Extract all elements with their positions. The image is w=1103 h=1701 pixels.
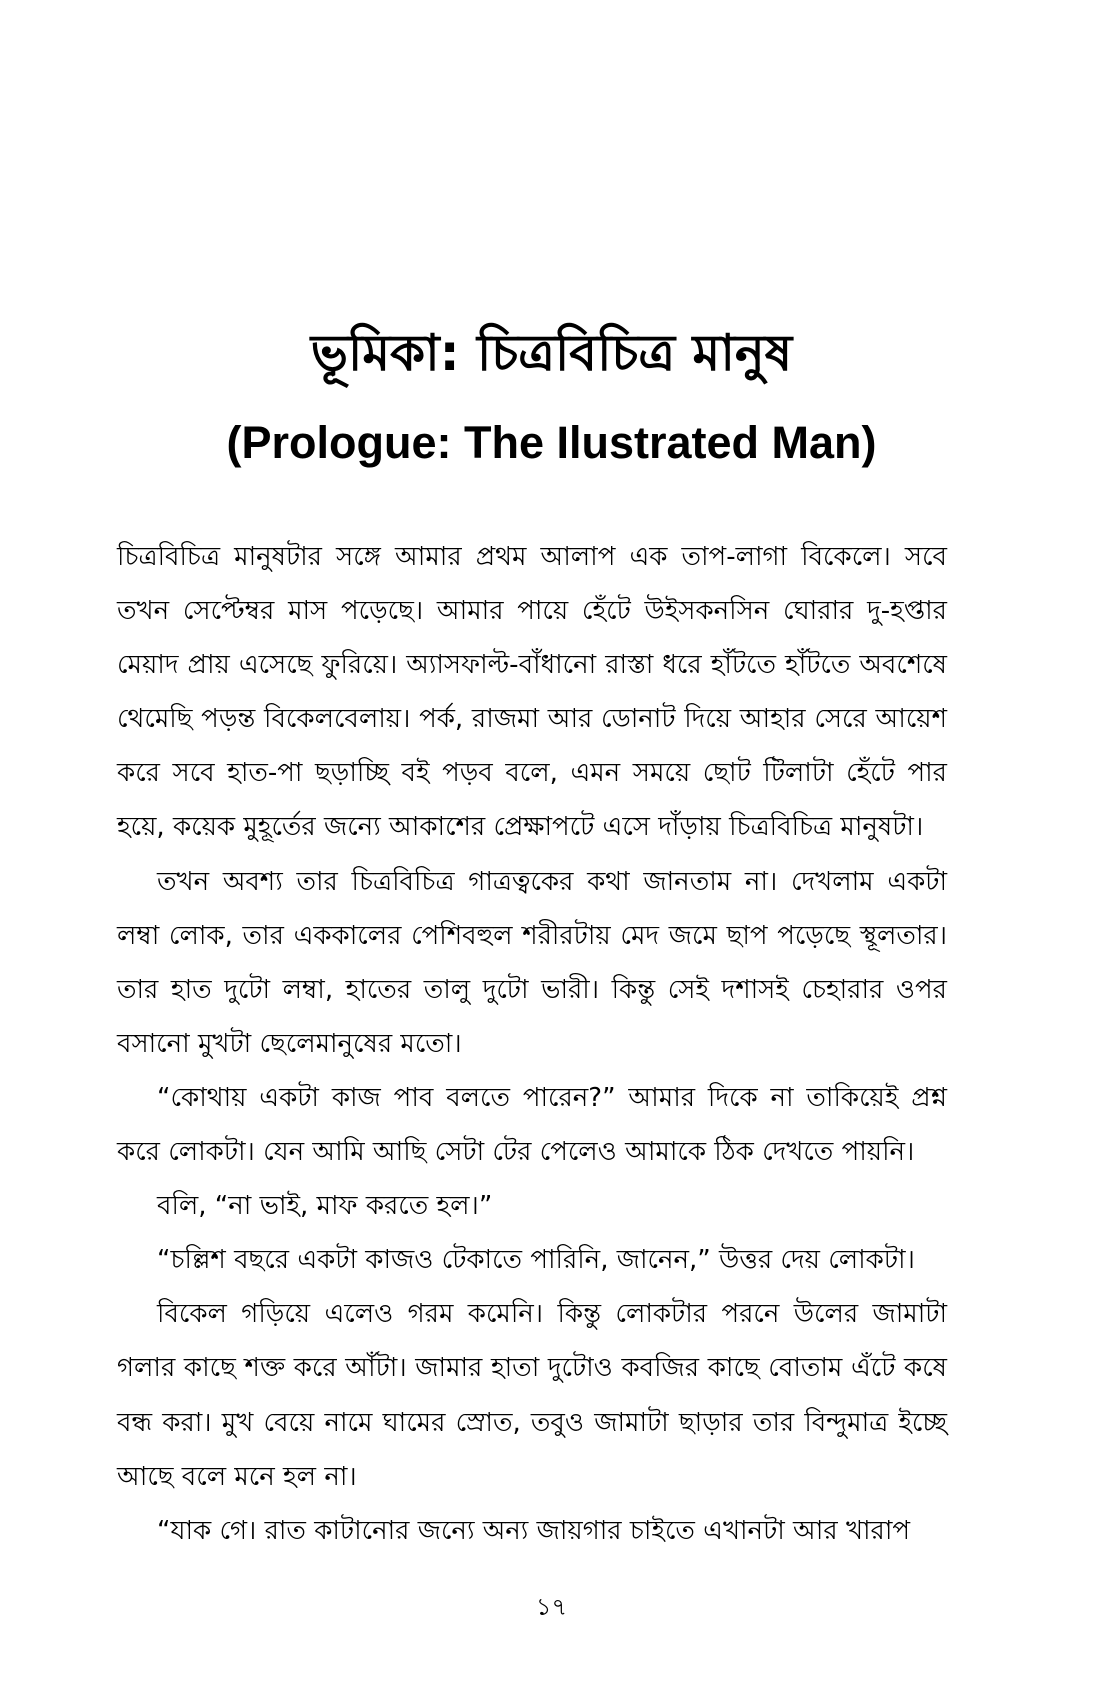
paragraph: বলি, “না ভাই, মাফ করতে হল।” — [157, 1191, 493, 1222]
paragraph: তখন অবশ্য তার চিত্রবিচিত্র গাত্রত্বকের কথা জানতাম না। দেখলাম একটা লম্বা লোক, তার এককালের পেশিবহুল শরীরটায় মেদ জমে ছাপ পড়েছে স্থূলতার। তার হাত দুটো লম্বা, হাতের তালু দুটো ভারী। কিন্তু সেই দশাসই চেহারার ওপর বসানো মুখটা ছেলেমানুষের মতো। — [117, 866, 947, 1059]
chapter-body — [117, 530, 947, 1558]
paragraph: “যাক গে। রাত কাটানোর জন্যে অন্য জায়গার চাইতে এখানটা আর খারাপ — [157, 1515, 911, 1546]
paragraph: “চল্লিশ বছরে একটা কাজও টেকাতে পারিনি, জানেন,” উত্তর দেয় লোকটা। — [157, 1245, 915, 1276]
chapter-title-english: (Prologue: The Ilustrated Man) — [226, 417, 877, 468]
paragraph: চিত্রবিচিত্র মানুষটার সঙ্গে আমার প্রথম আলাপ এক তাপ-লাগা বিকেলে। সবে তখন সেপ্টেম্বর মাস পড়েছে। আমার পায়ে হেঁটে উইসকনসিন ঘোরার দু-হপ্তার মেয়াদ প্রায় এসেছে ফুরিয়ে। অ্যাসফাল্ট-বাঁধানো রাস্তা ধরে হাঁটতে হাঁটতে অবশেষে থেমেছি পড়ন্ত বিকেলবেলায়। পর্ক, রাজমা আর ডোনাট দিয়ে আহার সেরে আয়েশ করে সবে হাত-পা ছড়াচ্ছি বই পড়ব বলে, এমন সময়ে ছোট টিলাটা হেঁটে পার হয়ে, কয়েক মুহূর্তের জন্যে আকাশের প্রেক্ষাপটে এসে দাঁড়ায় চিত্রবিচিত্র মানুষটা। — [117, 542, 947, 843]
paragraph: “কোথায় একটা কাজ পাব বলতে পারেন?” আমার দিকে না তাকিয়েই প্রশ্ন করে লোকটা। যেন আমি আছি সেটা টের পেলেও আমাকে ঠিক দেখতে পায়নি। — [117, 1082, 947, 1168]
paragraph: বিকেল গড়িয়ে এলেও গরম কমেনি। কিন্তু লোকটার পরনে উলের জামাটা গলার কাছে শক্ত করে আঁটা। জামার হাতা দুটোও কবজির কাছে বোতাম এঁটে কষে বন্ধ করা। মুখ বেয়ে নামে ঘামের স্রোত, তবুও জামাটা ছাড়ার তার বিন্দুমাত্র ইচ্ছে আছে বলে মনে হল না। — [117, 1299, 947, 1492]
chapter-title-bengali: ভূমিকা: চিত্রবিচিত্র মানুষ — [310, 324, 793, 382]
page-number: ১৭ — [535, 1593, 568, 1621]
